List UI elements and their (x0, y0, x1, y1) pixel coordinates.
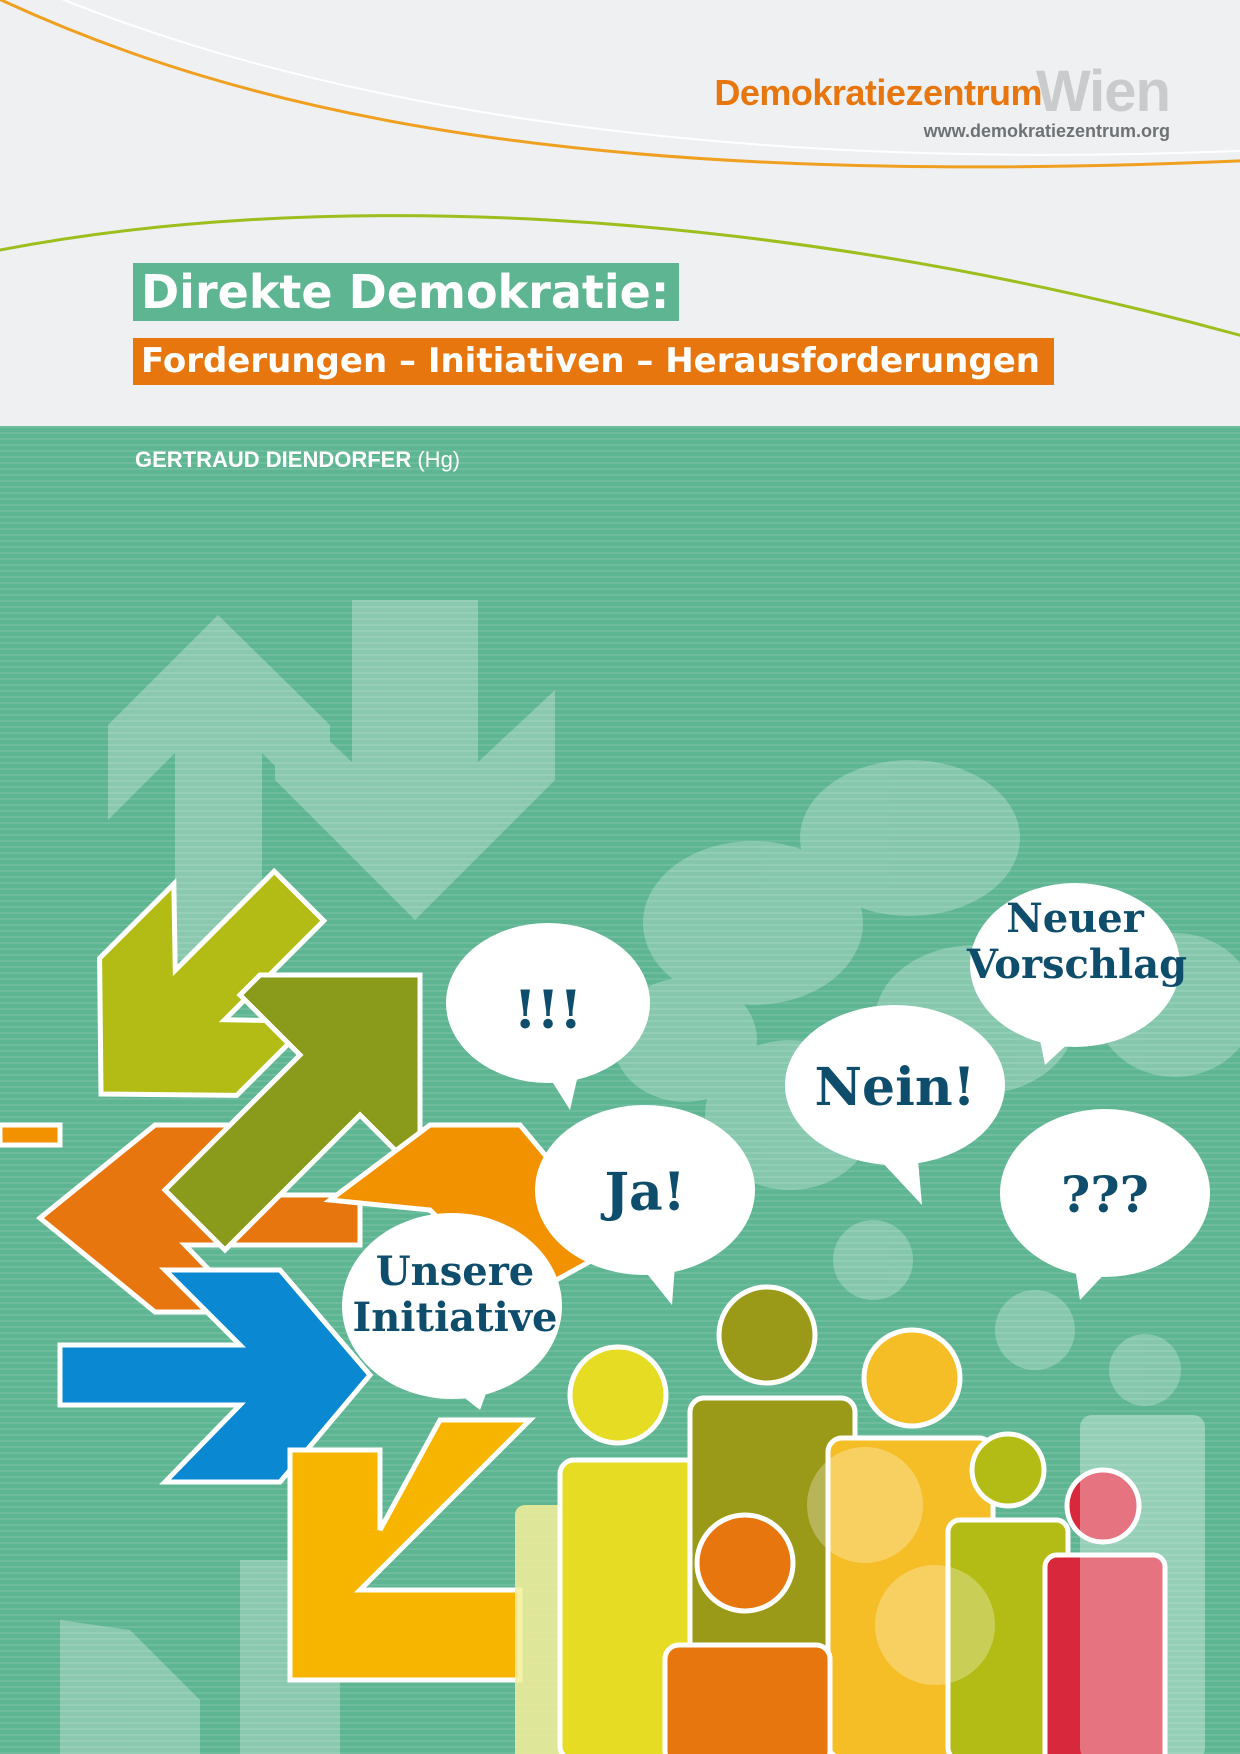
figure-head-lime (972, 1434, 1044, 1506)
logo-city: Wien (1035, 59, 1170, 124)
bubble-vorschlag-text: Vorschlag (966, 941, 1188, 988)
bubble-initiative-text: Initiative (352, 1294, 558, 1341)
figure-head-yellow (570, 1347, 666, 1443)
bubble-ja-text: Ja! (604, 1162, 686, 1223)
figure-body-ghost (1080, 1415, 1205, 1754)
bubble-exclaim-text: !!! (513, 980, 583, 1041)
figure-head-olive (719, 1287, 815, 1383)
yellow-arrow (290, 1420, 530, 1680)
bubble-neuer-text: Neuer (1006, 895, 1144, 942)
subtitle: Forderungen – Initiativen – Herausforderungen (133, 338, 1054, 385)
logo-url: www.demokratiezentrum.org (923, 121, 1170, 141)
main-title: Direkte Demokratie: (133, 263, 679, 321)
figure-head-orange (697, 1515, 793, 1611)
orange-left-arrow (0, 1125, 60, 1145)
overlay-circle-2 (875, 1565, 995, 1685)
editor-credit (135, 447, 460, 473)
editor-name: GERTRAUD DIENDORFER (135, 447, 412, 472)
figure-head-gold (864, 1330, 960, 1426)
publisher-logo (714, 58, 1170, 142)
overlay-circle (807, 1447, 923, 1563)
editor-role: (Hg) (417, 447, 461, 472)
logo-brand: Demokratiezentrum (714, 72, 1042, 113)
logo-wordmark (714, 58, 1170, 125)
bubble-unsere-text: Unsere (375, 1248, 535, 1295)
bubble-fragen-text: ??? (1061, 1165, 1149, 1224)
bubble-nein-text: Nein! (814, 1057, 976, 1118)
figure-body-orange (665, 1645, 830, 1754)
people-figures (515, 1287, 1205, 1754)
